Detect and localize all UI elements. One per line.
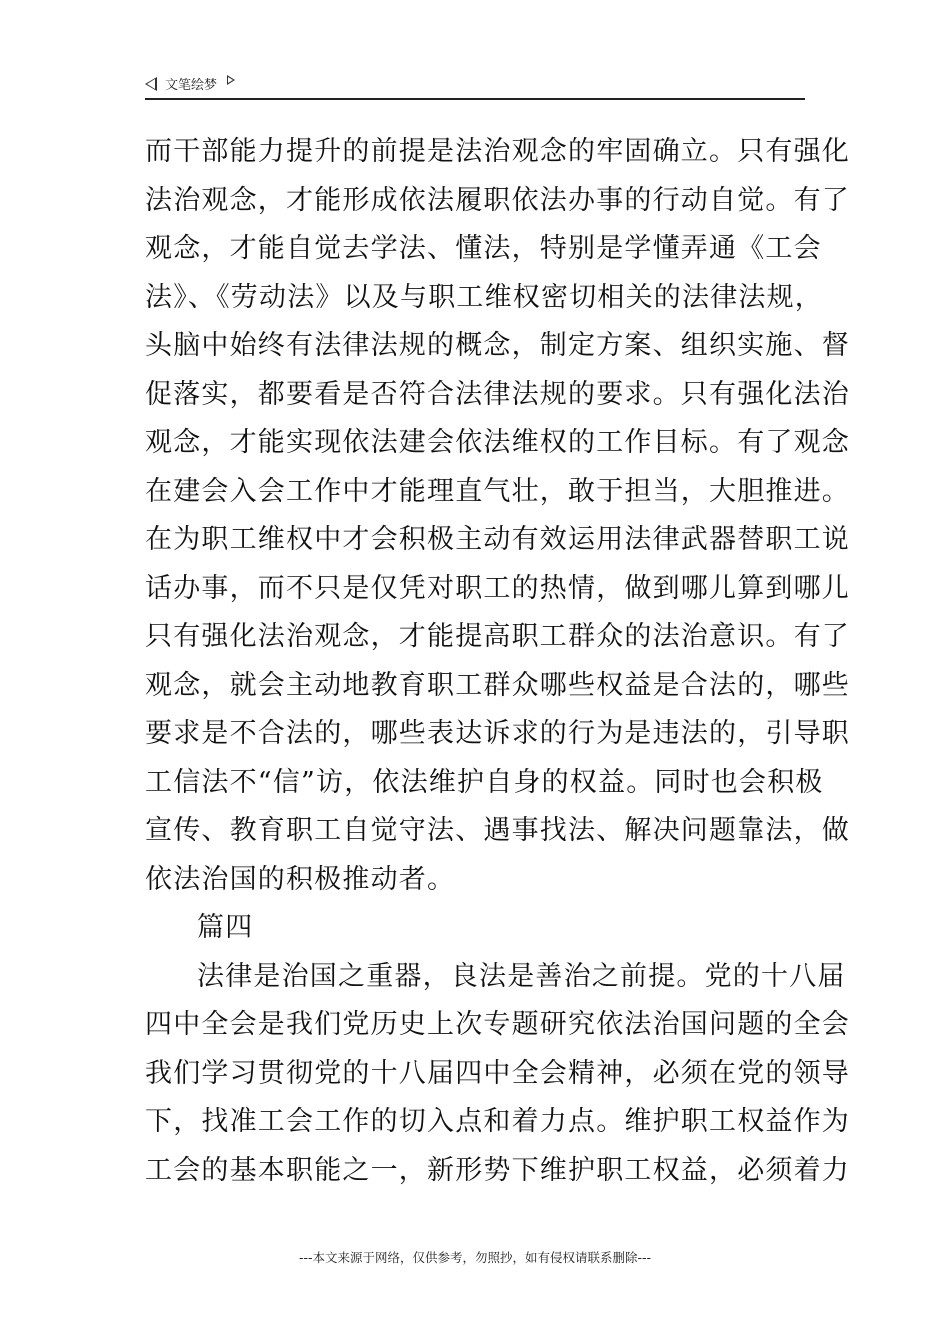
text-line: 我们学习贯彻党的十八届四中全会精神，必须在党的领导 [145, 1057, 850, 1089]
footer-notice: ---本文来源于网络，仅供参考，勿照抄，如有侵权请联系删除--- [298, 1250, 652, 1265]
text-line: 工会的基本职能之一，新形势下维护职工权益，必须着力 [145, 1154, 850, 1186]
text-line: 下，找准工会工作的切入点和着力点。维护职工权益作为 [145, 1106, 850, 1137]
text-line: 在建会入会工作中才能理直气壮，敢于担当，大胆推进。 [145, 475, 850, 507]
text-line: 观念，就会主动地教育职工群众哪些权益是合法的，哪些 [145, 669, 850, 701]
text-line: 宣传、教育职工自觉守法、遇事找法、解决问题靠法，做 [145, 815, 850, 846]
text-line: 观念，才能自觉去学法、懂法，特别是学懂弄通《工会 [145, 233, 822, 264]
text-line: 要求是不合法的，哪些表达诉求的行为是违法的，引导职 [145, 718, 850, 749]
header-title: 文笔绘梦 [165, 78, 218, 93]
section-heading: 篇四 [197, 912, 254, 943]
text-line: 只有强化法治观念，才能提高职工群众的法治意识。有了 [145, 621, 850, 652]
page-header [145, 74, 805, 100]
text-line: 法律是治国之重器，良法是善治之前提。党的十八届 [197, 960, 846, 992]
text-line: 观念，才能实现依法建会依法维权的工作目标。有了观念 [145, 427, 850, 458]
left-triangle-icon [145, 77, 157, 91]
text-line: 依法治国的积极推动者。 [145, 863, 456, 895]
text-line: 法》、《劳动法》以及与职工维权密切相关的法律法规， [145, 281, 823, 313]
text-line: 话办事，而不只是仅凭对职工的热情，做到哪儿算到哪儿 [145, 572, 850, 604]
document-body [145, 128, 850, 1195]
text-line: 在为职工维权中才会积极主动有效运用法律武器替职工说 [145, 524, 850, 555]
text-line: 四中全会是我们党历史上次专题研究依法治国问题的全会 [145, 1009, 850, 1040]
text-line: 法治观念，才能形成依法履职依法办事的行动自觉。有了 [145, 184, 850, 216]
text-line: 头脑中始终有法律法规的概念，制定方案、组织实施、督 [145, 330, 850, 361]
header-brand [145, 74, 235, 93]
text-line: 而干部能力提升的前提是法治观念的牢固确立。只有强化 [145, 136, 850, 167]
text-line: 促落实，都要看是否符合法律法规的要求。只有强化法治 [145, 378, 850, 410]
right-triangle-icon [227, 75, 235, 85]
text-line: 工信法不“信”访，依法维护自身的权益。同时也会积极 [145, 766, 824, 798]
